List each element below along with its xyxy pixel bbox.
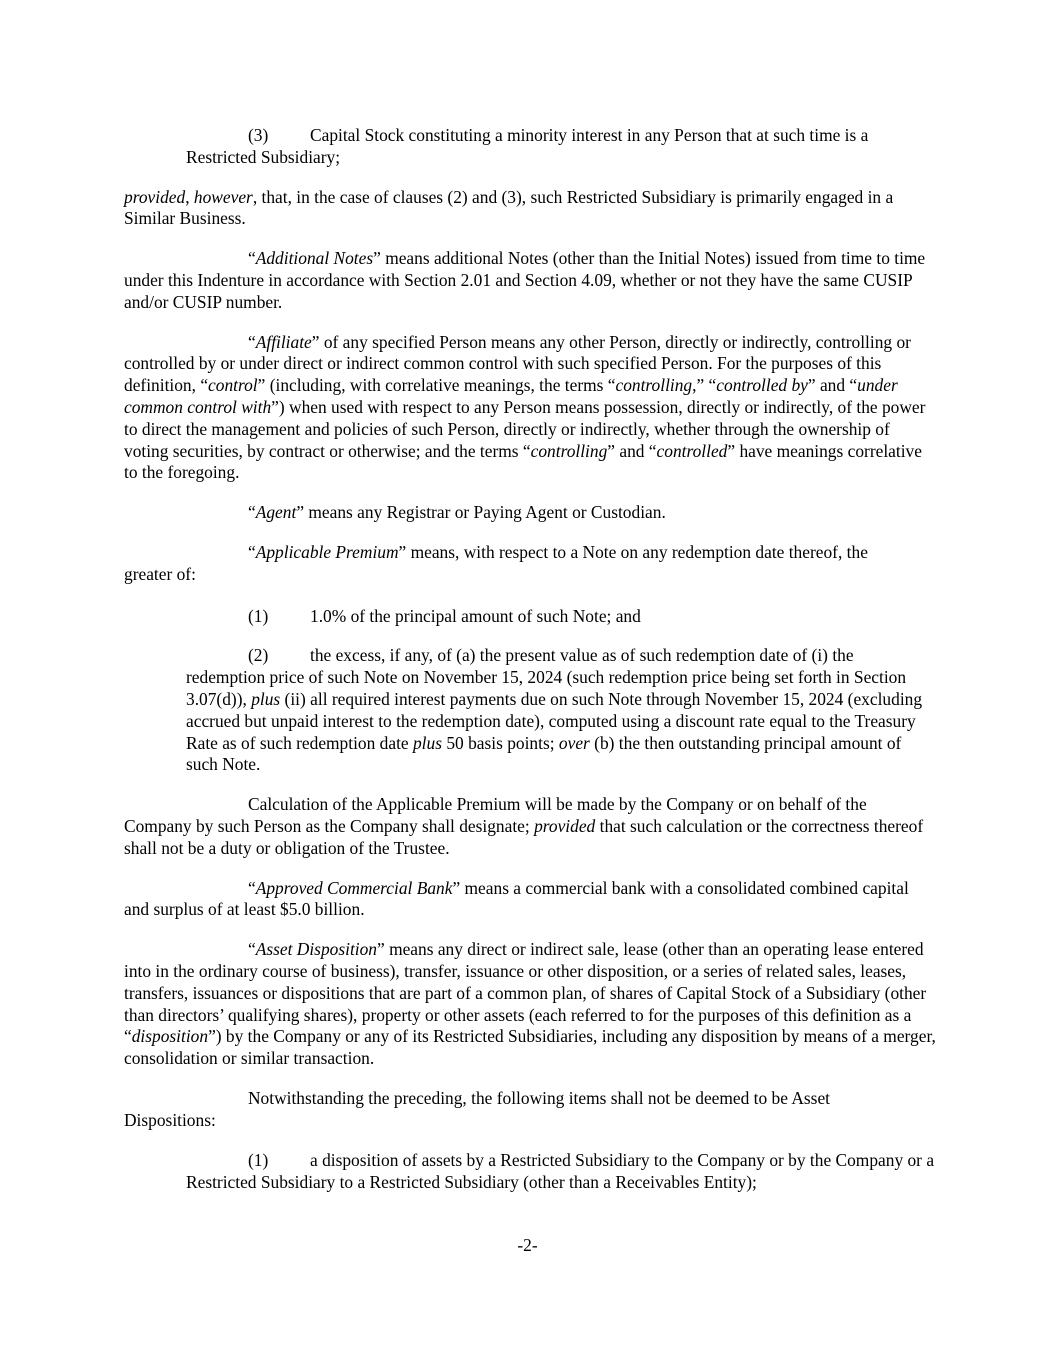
italic-term: over [558, 732, 590, 753]
italic-term: provided [534, 815, 596, 836]
defined-term: Agent [255, 502, 297, 523]
clause-3-capital-stock [186, 125, 936, 169]
definition-affiliate [124, 332, 936, 485]
document-body [124, 125, 936, 1194]
text-run: (ii) all required interest payments due on such Note through November 15, 2024 (excluding accrued but unpaid interest to the redemption date), computed using a discount rate equal to the Treasury Rate as of such redemption date [186, 688, 923, 753]
clause-2-excess [186, 645, 936, 776]
defined-term: Additional Notes [255, 248, 374, 269]
italic-term: control [208, 375, 258, 396]
definition-approved-commercial-bank [124, 878, 936, 922]
text-run: ” means a commercial bank with a consolidated combined capital and surplus of at least $5.0 billion. [124, 877, 909, 920]
italic-term: controlling [615, 375, 693, 396]
text-run: “ [248, 939, 256, 960]
definition-agent [124, 502, 936, 524]
clause-number: (1) [248, 605, 269, 626]
italic-term: however [193, 186, 253, 207]
text-run: Notwithstanding the preceding, the following items shall not be deemed to be Asset [248, 1087, 830, 1108]
text-run: “ [248, 331, 256, 352]
clause-number: (3) [248, 125, 269, 145]
definition-additional-notes [124, 248, 936, 313]
text-run: ” and “ [607, 440, 657, 461]
clause-number: (2) [248, 645, 269, 666]
text-run: that such calculation or the correctness thereof shall not be a duty or obligation of the Trustee. [124, 815, 924, 858]
text-run: 50 basis points; [441, 732, 559, 753]
text-run: “ [248, 502, 256, 523]
clause-1-principal [186, 606, 936, 628]
clause-text: Capital Stock constituting a minority interest in any Person that at such time is a Restricted Subsidiary; [186, 125, 869, 167]
text-run: ” and “ [807, 375, 858, 396]
defined-term: Approved Commercial Bank [255, 877, 453, 898]
text-run: ”) when used with respect to any Person means possession, directly or indirectly, of the power to direct the management and policies of such Person, directly or indirectly, whether through the ownership of voting securities, by contract or otherwise; and the terms “ [124, 396, 926, 461]
text-run: ,” “ [692, 375, 717, 396]
italic-term: controlling [530, 440, 608, 461]
clause-1-disposition [186, 1150, 936, 1194]
italic-term: provided [124, 186, 186, 207]
text-run: ” means any direct or indirect sale, lease (other than an operating lease entered into in the ordinary course of business), transfer, issuance or other disposition, or a series of related sales, leases, transfers, issuances or dispositions that are part of a common plan, of shares of Capital Stock of a Subsidiary (other than directors’ qualifying shares), property or other assets (each referred to for the purposes of this definition as a “ [124, 939, 927, 1047]
italic-term: disposition [131, 1026, 209, 1047]
paragraph-calculation [124, 794, 936, 859]
text-run: Dispositions: [124, 1109, 216, 1130]
text-run: the excess, if any, of (a) the present value as of such redemption date of (i) the redemption price of such Note on November 15, 2024 (such redemption price being set forth in Section 3.07(d)), [186, 645, 907, 709]
italic-term: controlled [656, 440, 728, 461]
italic-term: plus [251, 688, 281, 709]
text-run: , that, in the case of clauses (2) and (3), such Restricted Subsidiary is primarily engaged in a Similar Business. [124, 186, 894, 229]
text-run: “ [248, 877, 256, 898]
clause-text: 1.0% of the principal amount of such Note; and [310, 605, 641, 626]
text-run: ” means any Registrar or Paying Agent or Custodian. [296, 502, 666, 523]
text-run: , [185, 186, 194, 207]
page-number: -2- [517, 1235, 538, 1255]
text-run: ” means additional Notes (other than the Initial Notes) issued from time to time under this Indenture in accordance with Section 2.01 and Section 4.09, whether or not they have the same CUSIP and/or CUSIP number. [124, 248, 926, 312]
defined-term: Applicable Premium [255, 541, 399, 562]
clause-text: a disposition of assets by a Restricted Subsidiary to the Company or by the Company or a Restricted Subsidiary to a Restricted Subsidiary (other than a Receivables Entity); [186, 1150, 935, 1193]
clause-number: (1) [248, 1150, 269, 1171]
text-run: ” of any specified Person means any other Person, directly or indirectly, controlling or controlled by or under direct or indirect common control with such specified Person. For the purposes of this definition, “ [124, 331, 911, 396]
text-run: “ [248, 541, 256, 562]
text-run: (b) the then outstanding principal amount of such Note. [186, 732, 902, 775]
italic-term: plus [412, 732, 442, 753]
text-run: ” (including, with correlative meanings, the terms “ [257, 375, 616, 396]
paragraph-notwithstanding-tail [124, 1110, 936, 1132]
italic-term: controlled by [716, 375, 808, 396]
italic-term: under common control with [124, 375, 898, 417]
proviso-paragraph [124, 187, 936, 231]
definition-applicable-premium-tail [124, 564, 936, 586]
definition-applicable-premium [124, 542, 936, 564]
paragraph-notwithstanding [124, 1088, 936, 1110]
defined-term: Affiliate [255, 331, 312, 352]
text-run: ”) by the Company or any of its Restricted Subsidiaries, including any disposition by means of a merger, consolidation or similar transaction. [124, 1026, 936, 1069]
text-run: Calculation of the Applicable Premium will be made by the Company or on behalf of the Company by such Person as the Company shall designate; [124, 794, 867, 836]
text-run: ” have meanings correlative to the foregoing. [124, 440, 922, 483]
definition-asset-disposition [124, 939, 936, 1070]
text-run: greater of: [124, 563, 196, 584]
text-run: “ [248, 248, 256, 269]
text-run: ” means, with respect to a Note on any redemption date thereof, the [398, 541, 868, 562]
defined-term: Asset Disposition [255, 939, 377, 960]
